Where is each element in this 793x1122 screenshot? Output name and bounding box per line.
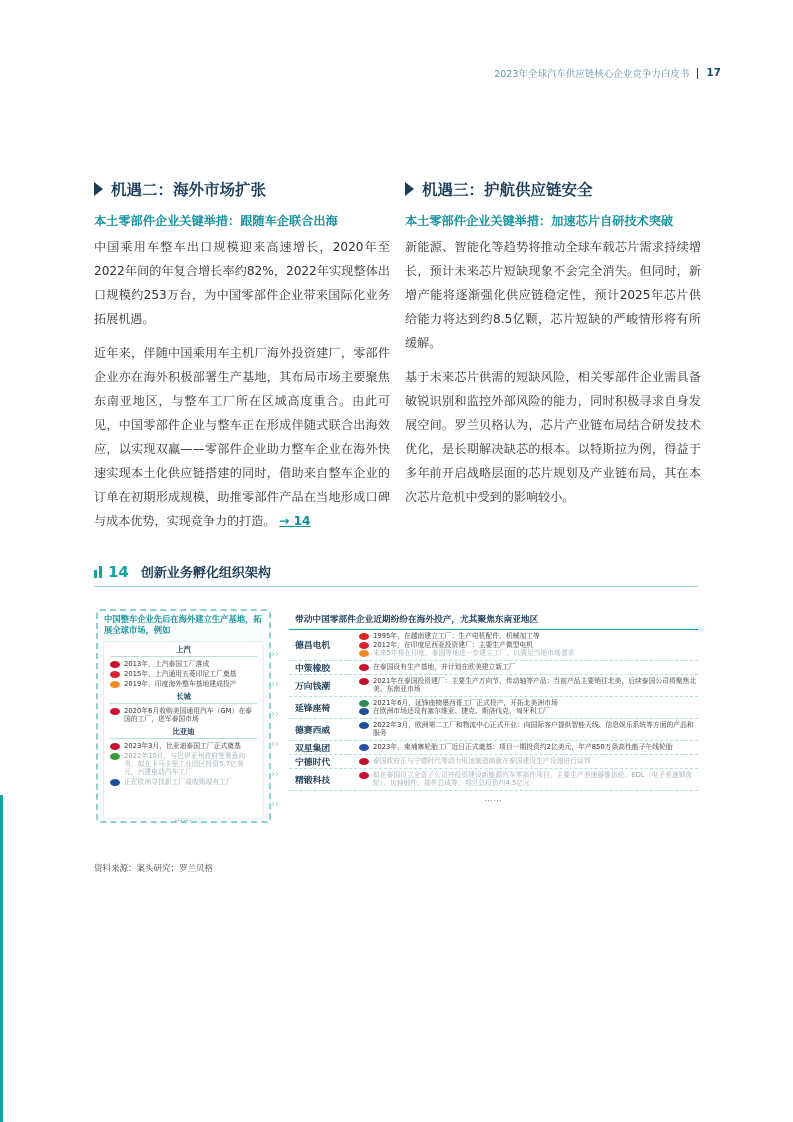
supplier-name: 德赛西威 [295,725,331,736]
supplier-name: 德昌电机 [295,641,331,652]
supplier-name: 万向钱潮 [295,681,331,692]
list-item-text: 2023年3月，比亚迪泰国工厂正式奠基 [124,742,241,750]
list-item-text: 拟在泰国设立全资子公司并投资建设新能源汽车零部件项目，主要生产差速器锥齿轮、EDL（电子差速锁齿轮）、齿轴锻件、部件总成等，项目总投资约4.5亿元 [373,770,693,787]
country-flag-icon [110,779,120,786]
country-flag-icon [359,758,369,765]
section-subtitle: 本土零部件企业关键举措：跟随车企联合出海 [94,214,338,228]
list-item-text: 在泰国设有生产基地，并计划在欧美建立新工厂 [373,662,516,671]
flow-arrows [271,640,279,820]
supplier-items [359,630,698,660]
list-item-text: 正在欧洲寻找新工厂或收购现有工厂 [124,778,233,786]
panel-header: 中国整车企业先后在海外建立生产基地，拓展全球市场，例如 [104,614,262,635]
country-flag-icon [359,744,369,751]
arrow-right-icon: ›› [271,739,279,750]
source-note: 资料来源：案头研究；罗兰贝格 [94,864,214,874]
supplier-name: 精锻科技 [295,775,331,786]
supplier-items [359,675,698,696]
oem-name: 长城 [110,692,257,704]
list-item-text: 泰国政府正与宁德时代等动力电池制造商就在泰国建设生产设施进行谈判 [373,756,591,765]
country-flag-icon [359,642,369,649]
list-item [359,641,698,650]
list-item-text: 2022年10月，与巴伊亚州政府签署意向书，拟在卡马卡里工业园区投资5.7亿美元，兴建电动汽车工厂 [124,752,246,776]
list-item [359,757,698,766]
list-item [359,677,698,694]
opportunity-two-section [94,178,390,533]
list-item [359,721,698,738]
country-flag-icon [359,678,369,685]
supplier-items [359,769,698,790]
list-item [104,751,263,777]
country-flag-icon [359,722,369,729]
list-item [104,706,263,724]
arrow-right-icon: ›› [271,679,279,690]
section-title-text: 机遇二：海外市场扩张 [111,181,267,199]
supplier-row [289,675,698,697]
country-flag-icon [110,753,120,760]
triangle-bullet-icon [94,182,103,196]
list-item-text: 在欧洲市场还设有塞尔维亚、捷克、斯洛伐克、匈牙利工厂 [373,707,550,715]
oem-name: 比亚迪 [110,727,257,739]
list-item [359,771,698,788]
country-flag-icon [110,671,120,678]
country-flag-icon [359,633,369,640]
country-flag-icon [359,664,369,671]
figure-rule [94,586,698,587]
list-item-text: 2021年在泰国投资建厂：主要生产万向节、传动轴等产品；当前产品主要销往北美，后续泰国公司将聚焦北美、东南亚市场 [373,676,697,693]
paragraph: 基于未来芯片供需的短缺风险，相关零部件企业需具备敏锐识别和监控外部风险的能力，同时积极寻求自身发展空间。罗兰贝格认为，芯片产业链布局结合研发技术优化，是长期解决缺芯的根本。以特斯拉为例，得益于多年前开启战略层面的芯片规划及产业链布局，其在本次芯片危机中受到的影响较小。 [405,370,701,504]
supplier-row [289,661,698,675]
section-subtitle: 本土零部件企业关键举措：加速芯片自研技术突破 [405,214,674,228]
page-number: 17 [706,67,721,79]
country-flag-icon [359,708,369,715]
list-item [359,707,698,716]
supplier-row [289,697,698,719]
country-flag-icon [110,681,120,688]
triangle-bullet-icon [405,182,414,196]
list-item [359,649,698,658]
section-title [94,178,390,200]
paragraph-text: 近年来，伴随中国乘用车主机厂海外投资建厂，零部件企业亦在海外积极部署生产基地，其布局市场主要聚焦东南亚地区，与整车工厂所在区域高度重合。由此可见，中国零部件企业与整车正在形成伴随式联合出海效应，以实现双赢——零部件企业助力整车企业在海外快速实现本土化供应链搭建的同时，借助来自整车企业的订单在初期形成规模，助推零部件产品在当地形成口碑与成本优势，实现竞争力的打造。 [94,346,390,528]
figure-title [94,562,271,581]
list-item [359,663,698,672]
country-flag-icon [359,700,369,707]
list-item-text: 2022年3月，欧洲第二工厂和物流中心正式开业：向国际客户提供智能天线、信息娱乐系统等方面的产品和服务 [373,720,694,737]
list-item-text: 2013年，上汽泰国工厂落成 [124,660,210,668]
panel-header: 带动中国零部件企业近期纷纷在海外投产，尤其聚焦东南亚地区 [289,609,698,630]
supplier-row [289,769,698,791]
oem-name: 上汽 [110,645,257,657]
more-indicator: …… [484,793,503,803]
section-title [405,178,701,200]
supplier-items [359,661,698,674]
paragraph: 中国乘用车整车出口规模迎来高速增长，2020年至2022年间的年复合增长率约82%，2022年实现整体出口规模约253万台，为中国零部件企业带来国际化业务拓展机遇。 [94,240,390,326]
figure-reference-link[interactable]: → 14 [279,514,311,528]
list-item-text: 未来5年将在印度、泰国等地进一步建立工厂，以满足当地市场需求 [373,649,575,657]
list-item [359,699,698,708]
figure-title-text: 创新业务孵化组织架构 [140,566,271,581]
country-flag-icon [110,708,120,715]
arrow-right-icon: ›› [271,799,279,810]
list-item-text: 1995年，在越南建立工厂：生产电机配件、机械加工等 [373,632,540,640]
list-item-text: 2021年6月，延锋座椅墨西哥工厂正式投产，开拓北美洲市场 [373,698,558,707]
oem-overseas-panel [96,609,271,823]
supplier-list [289,630,698,791]
list-item [359,743,698,752]
supplier-name: 中策橡胶 [295,663,331,674]
figure-number: 14 [108,562,129,581]
supplier-items [359,755,698,768]
paragraph: 新能源、智能化等趋势将推动全球车载芯片需求持续增长，预计未来芯片短缺现象不会完全消失。但同时，新增产能将逐渐强化供应链稳定性，预计2025年芯片供给能力将达到约8.5亿颗，芯片短缺的严峻情形将有所缓解。 [405,240,701,350]
page-header [494,66,721,80]
figure-bars-icon [94,566,102,578]
opportunity-three-section [405,178,701,509]
arrow-right-icon: ›› [271,649,279,660]
page-edge-accent [0,795,3,1122]
supplier-name: 宁德时代 [295,757,331,768]
list-item-text: 2020年6月收购美国通用汽车（GM）在泰国的工厂，进军泰国市场 [124,707,252,723]
country-flag-icon [110,661,120,668]
list-item-text: 2012年，在印度尼西亚投资建厂：主要生产微型电机 [373,640,534,649]
supplier-items [359,697,698,718]
document-title: 2023年全球汽车供应链核心企业竞争力白皮书 [494,69,690,80]
supplier-row [289,755,698,769]
list-item [104,741,263,751]
paragraph [94,341,390,533]
arrow-right-icon: ›› [271,769,279,780]
country-flag-icon [110,743,120,750]
list-item [104,679,263,689]
list-item-text: 2019年，印度海外整车基地建成投产 [124,680,237,688]
supplier-row [289,630,698,661]
list-item [104,659,263,669]
country-flag-icon [359,650,369,657]
list-item-text: 2015年，上汽通用五菱印尼工厂奠基 [124,670,237,678]
supplier-overseas-panel [289,609,698,803]
list-item [359,632,698,641]
section-title-text: 机遇三：护航供应链安全 [422,181,593,199]
supplier-row [289,741,698,755]
supplier-name: 双星集团 [295,743,331,754]
supplier-items [359,741,698,754]
list-item-text: 2023年，柬埔寨轮胎工厂近日正式奠基：项目一期投资约2亿美元，年产850万条高性能子午线轮胎 [373,742,673,751]
more-indicator: …… [174,814,193,823]
supplier-row [289,719,698,741]
list-item [104,777,263,787]
header-divider [697,68,698,79]
arrow-right-icon: ›› [271,709,279,720]
oem-list [103,641,264,819]
list-item [104,669,263,679]
country-flag-icon [359,772,369,779]
supplier-items [359,719,698,740]
supplier-name: 延锋座椅 [295,703,331,714]
